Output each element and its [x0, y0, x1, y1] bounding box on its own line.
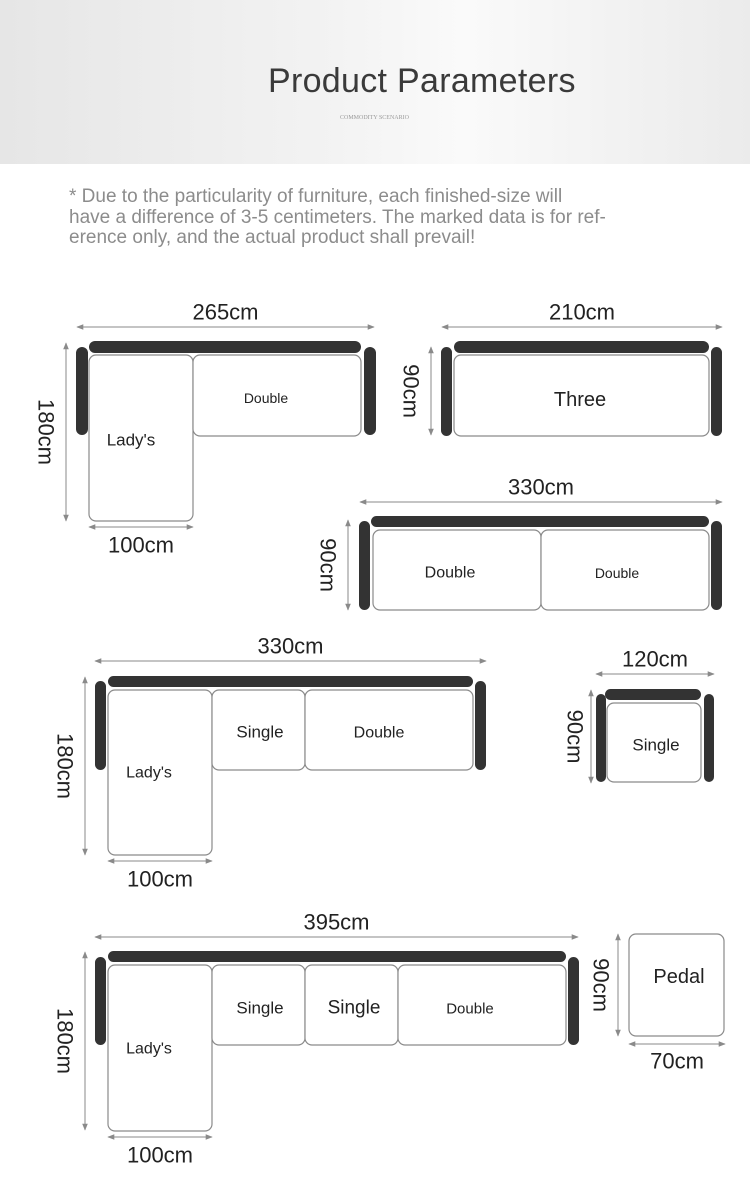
dim-330-width-label: 330cm	[507, 474, 575, 500]
dim-180-depth-label: 180cm	[33, 398, 59, 466]
dim-330-width-label: 330cm	[257, 633, 324, 659]
dim-210-width-label: 210cm	[548, 299, 616, 325]
left-armrest	[596, 694, 606, 782]
backrest-bar	[371, 516, 709, 527]
backrest-bar	[89, 341, 361, 353]
double-left-label: Double	[424, 564, 476, 582]
page-subtitle: COMMODITY SCENARIO	[340, 115, 409, 121]
dim-180-depth-label: 180cm	[52, 732, 78, 800]
three-seat-label: Three	[553, 389, 607, 411]
double-seat-label: Double	[446, 1000, 494, 1018]
disclaimer-line-3: erence only, and the actual product shall prevail!	[69, 227, 476, 248]
dim-90-depth-label: 90cm	[562, 709, 588, 764]
left-armrest	[95, 957, 106, 1045]
right-armrest	[711, 347, 722, 436]
dim-100-chaise-label: 100cm	[126, 1142, 194, 1168]
dim-90-depth-label: 90cm	[588, 958, 614, 1012]
right-armrest	[711, 521, 722, 610]
backrest-bar	[605, 689, 701, 700]
dim-395-width-label: 395cm	[303, 909, 370, 935]
backrest-bar	[454, 341, 709, 353]
dim-180-depth-label: 180cm	[52, 1007, 78, 1075]
left-armrest	[441, 347, 452, 436]
dim-120-width-label: 120cm	[621, 646, 689, 672]
backrest-bar	[108, 676, 473, 687]
single-seat-label: Single	[632, 735, 680, 755]
double-seat-label: Double	[243, 390, 289, 406]
left-armrest	[95, 681, 106, 770]
disclaimer-line-1: * Due to the particularity of furniture, each finished-size will	[69, 186, 563, 207]
ladys-seat-label: Lady's	[126, 764, 172, 782]
double-seat-label: Double	[353, 724, 405, 742]
right-armrest	[475, 681, 486, 770]
double-right-label: Double	[594, 565, 640, 581]
backrest-bar	[108, 951, 566, 962]
single-seat-2-label: Single	[327, 997, 381, 1019]
dim-265-width-label: 265cm	[192, 299, 259, 325]
dim-100-chaise-label: 100cm	[126, 866, 194, 892]
single-seat-1-label: Single	[236, 998, 284, 1018]
dim-90-depth-label: 90cm	[315, 538, 341, 592]
disclaimer-line-2: have a difference of 3-5 centimeters. The marked data is for ref-	[69, 206, 606, 228]
left-armrest	[76, 347, 88, 435]
seat-cushions-layer	[89, 355, 724, 1131]
dim-70-width-label: 70cm	[650, 1048, 704, 1074]
single-seat-label: Single	[236, 722, 284, 742]
page-title: Product Parameters	[268, 62, 576, 100]
dim-100-chaise-label: 100cm	[107, 532, 175, 558]
dim-90-depth-label: 90cm	[398, 364, 424, 418]
right-armrest	[704, 694, 714, 782]
pedal-label: Pedal	[653, 966, 705, 988]
left-armrest	[359, 521, 370, 610]
right-armrest	[364, 347, 376, 435]
ladys-seat-label: Lady's	[106, 430, 156, 450]
right-armrest	[568, 957, 579, 1045]
ladys-seat-label: Lady's	[126, 1040, 172, 1058]
